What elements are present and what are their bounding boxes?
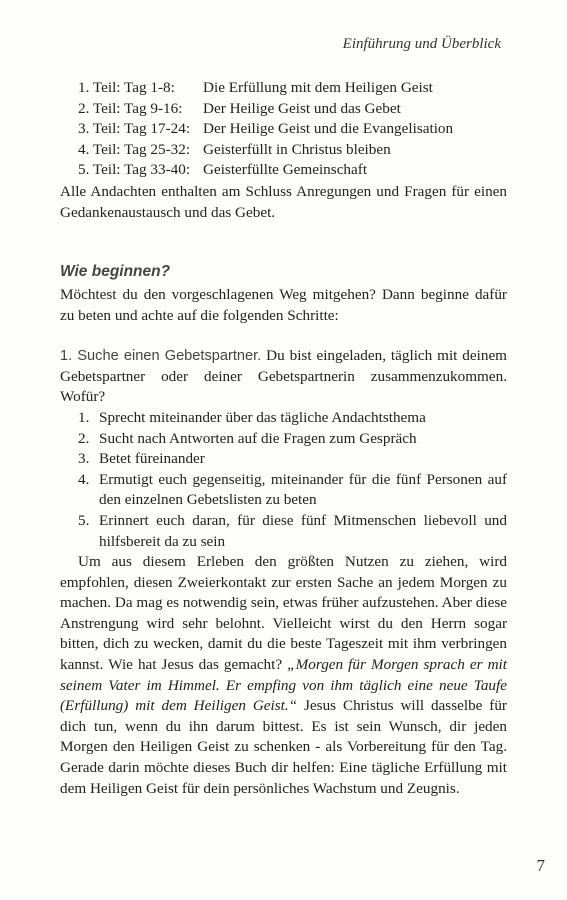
summary-paragraph: Alle Andachten enthalten am Schluss Anregungen und Fragen für einen Gedankenaustausch und das Gebet. [60,183,507,221]
part-row [78,99,453,120]
part-title: Geisterfüllte Gemeinschaft [203,161,368,179]
list-text: Ermutigt euch gegenseitig, miteinander für die fünf Personen auf den einzelnen Gebetslisten zu beten [99,470,507,509]
part-label: 2. Teil: Tag 9-16: [78,99,183,117]
numbered-list [78,408,507,552]
part-row [78,160,453,181]
list-number: 3. [78,450,90,468]
part-title: Der Heilige Geist und die Evangelisation [203,120,454,138]
list-text: Sucht nach Antworten auf die Fragen zum Gespräch [99,429,417,447]
running-head: Einführung und Überblick [342,36,501,52]
main-text-before: Um aus diesem Erleben den größten Nutzen zu ziehen, wird empfohlen, diesen Zweierkontakt zur ersten Sache an jedem Morgen zu machen. Da mag es notwendig sein, etwas früher aufzustehen. Aber diese Anstrengung wird sehr belohnt. Vielleicht wirst du den Herrn sogar bitten, dich zu wecken, damit du die beste Tageszeit mit ihm verbringen kannst. Wie hat Jesus das gemacht? [60,553,507,673]
list-number: 5. [78,511,90,529]
list-item [78,470,507,511]
part-title: Die Erfüllung mit dem Heiligen Geist [203,79,433,96]
page-number: 7 [536,856,545,875]
section-heading: Wie beginnen? [60,263,171,280]
list-number: 2. [78,429,90,447]
step-text: Du bist eingeladen, täglich mit deinem Gebetspartner oder deiner Gebetspartnerin zusammenzukommen. Wofür? [60,347,507,406]
part-label: 1. Teil: Tag 1-8: [78,79,175,96]
step-title: 1. Suche einen Gebetspartner. [60,348,262,364]
part-row [78,78,453,99]
parts-overview [78,78,453,181]
main-text-after: Jesus Christus will dasselbe für dich tun, wenn du ihn darum bittest. Es ist sein Wunsch, dir jeden Morgen den Heiligen Geist zu schenken - als Vorbereitung für den Tag. Gerade darin möchte dieses Buch dir helfen: Eine tägliche Erfüllung mit dem Heiligen Geist für dein persönliches Wachstum und Zeugnis. [60,697,507,797]
list-item [78,408,507,429]
list-number: 4. [78,470,90,488]
part-label: 5. Teil: Tag 33-40: [78,161,191,179]
part-title: Geisterfüllt in Christus bleiben [203,140,391,158]
intro-paragraph: Möchtest du den vorgeschlagenen Weg mitgehen? Dann beginne dafür zu beten und achte auf die folgenden Schritte: [60,286,507,324]
list-text: Betet füreinander [99,450,205,468]
part-label: 4. Teil: Tag 25-32: [78,140,191,158]
list-item [78,511,507,552]
list-text: Erinnert euch daran, für diese fünf Mitmenschen liebevoll und hilfsbereit da zu sein [99,511,507,550]
main-paragraph [60,552,507,799]
list-item [78,449,507,470]
part-title: Der Heilige Geist und das Gebet [203,99,401,117]
quote-text: „Morgen für Morgen sprach er mit seinem Vater im Himmel. Er empfing von ihm täglich eine neue Taufe (Erfüllung) mit dem Heiligen Geist.“ [60,655,507,715]
part-row [78,140,453,161]
step-paragraph [60,346,507,408]
list-item [78,429,507,450]
list-text: Sprecht miteinander über das tägliche Andachtsthema [99,409,426,426]
part-row [78,119,453,140]
list-number: 1. [78,409,90,426]
part-label: 3. Teil: Tag 17-24: [78,120,191,138]
